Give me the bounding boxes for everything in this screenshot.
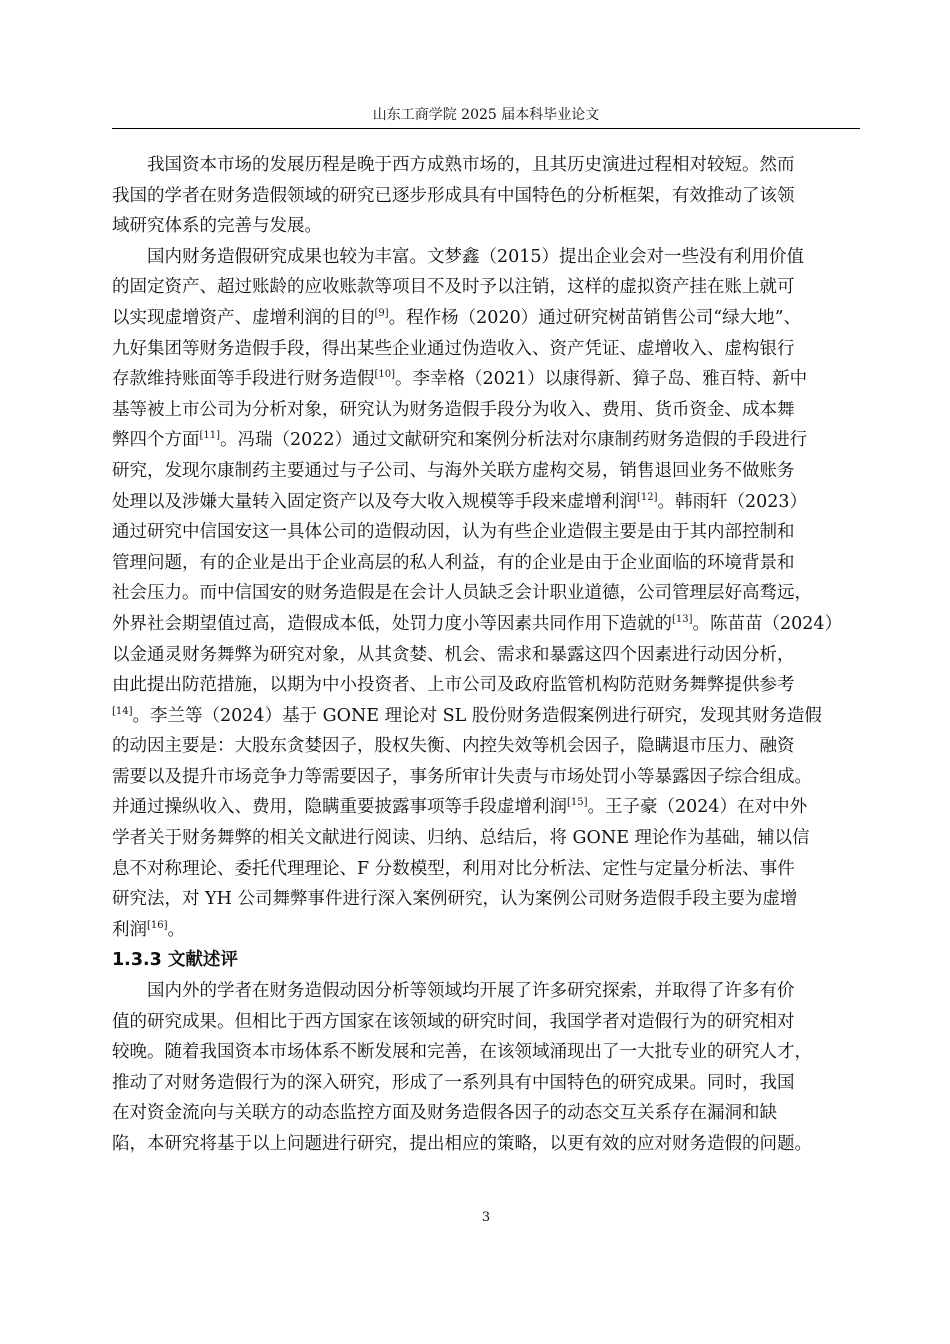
text-line: 国内外的学者在财务造假动因分析等领域均开展了许多研究探索，并取得了许多有价 [147, 981, 795, 1002]
text-segment: 。王子豪（2024）在对中外 [587, 797, 808, 818]
text-line: 陷，本研究将基于以上问题进行研究，提出相应的策略，以更有效的应对财务造假的问题。 [112, 1134, 812, 1154]
citation-ref: [16] [147, 920, 168, 932]
text-segment: 。陈苗苗（2024） [692, 613, 843, 634]
text-line: 我国资本市场的发展历程是晚于西方成熟市场的，且其历史演进过程相对较短。然而 [147, 155, 795, 175]
text-line [112, 425, 860, 456]
text-segment: 。冯瑞（2022）通过文献研究和案例分析法对尔康制药财务造假的手段进行 [220, 430, 808, 451]
citation-ref: [15] [567, 797, 588, 809]
header-rule [112, 128, 860, 129]
page-number: 3 [481, 1210, 491, 1225]
text-line: 推动了对财务造假行为的深入研究，形成了一系列具有中国特色的研究成果。同时，我国 [112, 1072, 795, 1093]
text-line [112, 915, 860, 946]
text-segment: 存款维持账面等手段进行财务造假 [112, 369, 375, 390]
text-line [112, 303, 860, 334]
text-segment: 。李幸格（2021）以康得新、獐子岛、雅百特、新中 [395, 369, 808, 390]
text-line: 由此提出防范措施，以期为中小投资者、上市公司及政府监管机构防范财务舞弊提供参考 [112, 675, 795, 696]
text-line [112, 792, 860, 823]
text-segment: 。韩雨轩（2023） [657, 491, 808, 512]
text-line: 需要以及提升市场竞争力等需要因子，事务所审计失责与市场处罚小等暴露因子综合组成。 [112, 766, 812, 787]
citation-ref: [14] [112, 705, 133, 717]
text-segment: 处理以及涉嫌大量转入固定资产以及夸大收入规模等手段来虚增利润 [112, 491, 637, 512]
text-segment: 并通过操纵收入、费用，隐瞒重要披露事项等手段虚增利润 [112, 797, 567, 818]
text-line [112, 364, 860, 395]
citation-ref: [13] [672, 614, 693, 626]
text-line: 九好集团等财务造假手段，得出某些企业通过伪造收入、资产凭证、虚增收入、虚构银行 [112, 338, 795, 359]
text-line: 基等被上市公司为分析对象，研究认为财务造假手段分为收入、费用、货币资金、成本舞 [112, 399, 795, 420]
paragraph-literature-review [112, 976, 860, 1160]
text-line: 较晚。随着我国资本市场体系不断发展和完善，在该领域涌现出了一大批专业的研究人才， [112, 1042, 812, 1063]
text-segment: 利润 [112, 919, 147, 940]
text-line: 通过研究中信国安这一具体公司的造假动因，认为有些企业造假主要是由于其内部控制和 [112, 522, 795, 543]
text-line: 学者关于财务舞弊的相关文献进行阅读、归纳、总结后，将 GONE 理论作为基础，辅以信 [112, 828, 810, 849]
text-segment: 弊四个方面 [112, 430, 200, 451]
citation-ref: [12] [637, 491, 658, 503]
text-segment: 外界社会期望值过高，造假成本低，处罚力度小等因素共同作用下造就的 [112, 613, 672, 634]
text-line [112, 609, 860, 640]
text-line: 研究，发现尔康制药主要通过与子公司、与海外关联方虚构交易，销售退回业务不做账务 [112, 460, 795, 481]
body-content [112, 150, 860, 1160]
text-line: 研究法，对 YH 公司舞弊事件进行深入案例研究，认为案例公司财务造假手段主要为虚增 [112, 889, 798, 910]
paragraph-intro [112, 150, 860, 242]
text-line: 在对资金流向与关联方的动态监控方面及财务造假各因子的动态交互关系存在漏洞和缺 [112, 1103, 777, 1124]
citation-ref: [10] [374, 369, 396, 381]
text-line: 我国的学者在财务造假领域的研究已逐步形成具有中国特色的分析框架，有效推动了该领 [112, 185, 795, 206]
text-line [112, 701, 860, 732]
text-line: 值的研究成果。但相比于西方国家在该领域的研究时间，我国学者对造假行为的研究相对 [112, 1011, 795, 1032]
text-line: 管理问题，有的企业是出于企业高层的私人利益，有的企业是由于企业面临的环境背景和 [112, 552, 795, 573]
text-line: 的动因主要是：大股东贪婪因子，股权失衡、内控失效等机会因子，隐瞒退市压力、融资 [112, 736, 795, 757]
text-line: 社会压力。而中信国安的财务造假是在会计人员缺乏会计职业道德，公司管理层好高骛远， [112, 583, 812, 604]
text-segment: 。程作杨（2020）通过研究树苗销售公司“绿大地”、 [388, 307, 802, 328]
text-segment: 。李兰等（2024）基于 GONE 理论对 SL 股份财务造假案例进行研究，发现其财务造假 [132, 705, 822, 726]
citation-ref: [11] [199, 430, 221, 442]
text-segment: 以实现虚增资产、虚增利润的目的 [112, 307, 375, 328]
text-segment: 。 [167, 919, 186, 940]
citation-ref: [9] [374, 308, 389, 320]
text-line: 的固定资产、超过账龄的应收账款等项目不及时予以注销，这样的虚拟资产挂在账上就可 [112, 277, 795, 298]
text-line: 国内财务造假研究成果也较为丰富。文梦鑫（2015）提出企业会对一些没有利用价值 [147, 246, 805, 267]
text-line: 息不对称理论、委托代理理论、F 分数模型，利用对比分析法、定性与定量分析法、事件 [112, 858, 795, 879]
section-heading: 1.3.3 文献述评 [112, 950, 238, 971]
running-header: 山东工商学院 2025 届本科毕业论文 [372, 107, 600, 123]
paragraph-domestic-research [112, 242, 860, 946]
text-line [112, 487, 860, 518]
text-line: 域研究体系的完善与发展。 [112, 216, 322, 237]
text-line: 以金通灵财务舞弊为研究对象，从其贪婪、机会、需求和暴露这四个因素进行动因分析， [112, 644, 795, 665]
